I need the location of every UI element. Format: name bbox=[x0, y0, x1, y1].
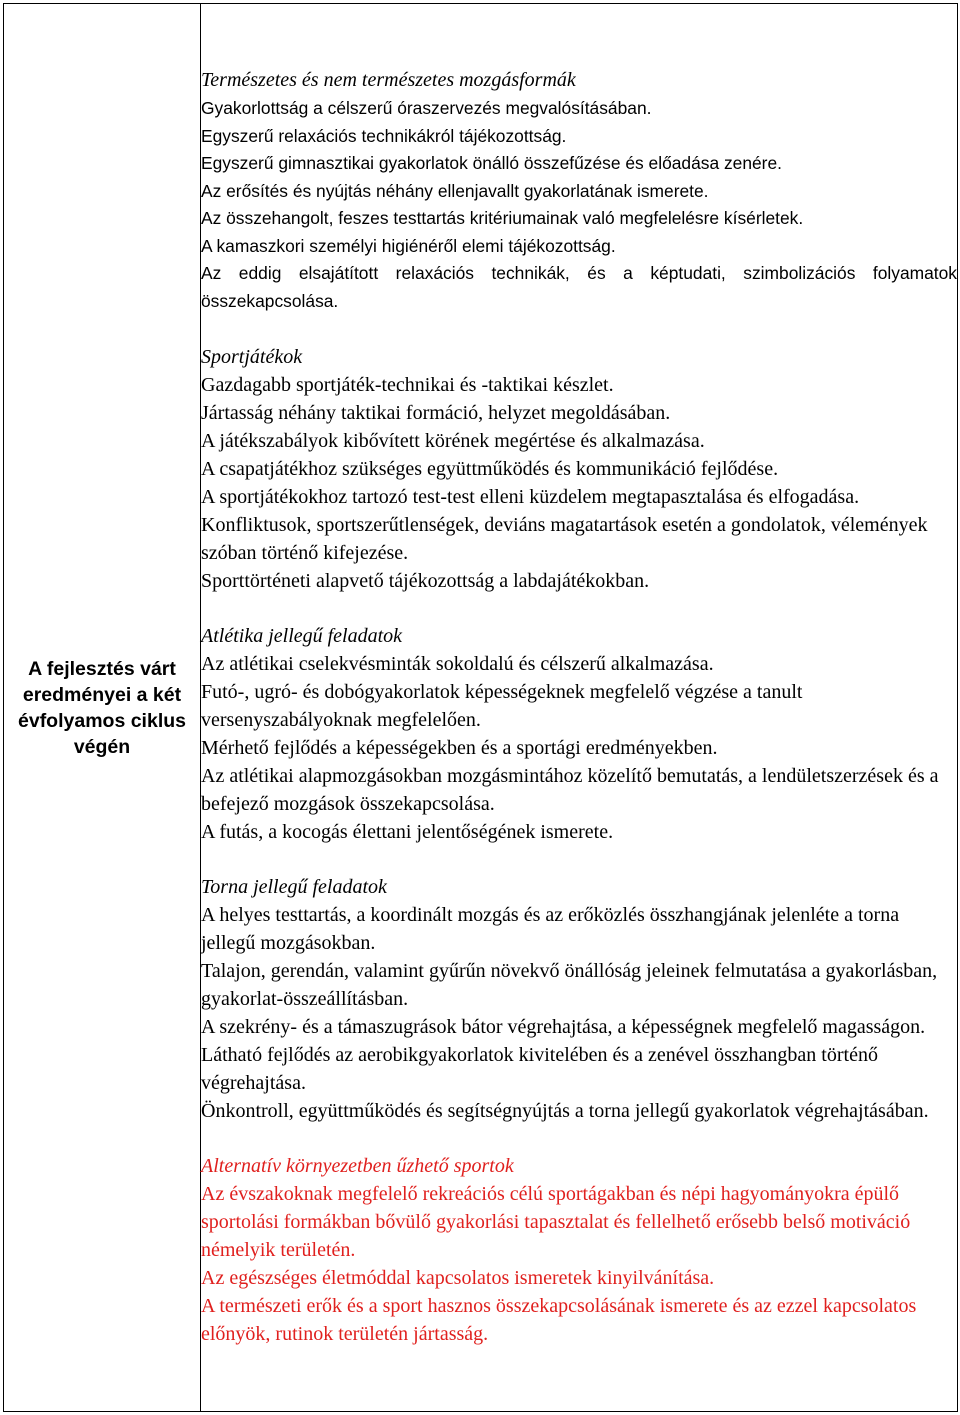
list-item: A természeti erők és a sport hasznos összekapcsolásának ismerete és az ezzel kapcsolatos előnyök, rutinok területén jártasság. bbox=[201, 1294, 917, 1345]
list-item: Egyszerű gimnasztikai gyakorlatok önálló összefűzése és előadása zenére. bbox=[201, 153, 782, 174]
section-title: Atlétika jellegű feladatok bbox=[201, 624, 403, 647]
list-item: Az eddig elsajátított relaxációs technikák, és a képtudati, szimbolizációs folyamatok összekapcsolása. bbox=[201, 263, 957, 312]
list-item: A szekrény- és a támaszugrások bátor végrehajtása, a képességnek megfelelő magasságon. bbox=[201, 1015, 926, 1038]
list-item: Konfliktusok, sportszerűtlenségek, deviáns magatartások esetén a gondolatok, vélemények szóban történő kifejezése. bbox=[201, 513, 928, 564]
list-item: Önkontroll, együttműködés és segítségnyújtás a torna jellegű gyakorlatok végrehajtásában. bbox=[201, 1099, 929, 1122]
row-label: A fejlesztés várt eredményei a két évfolyamos ciklus végén bbox=[18, 657, 186, 758]
list-item: Futó-, ugró- és dobógyakorlatok képességeknek megfelelő végzése a tanult versenyszabályoknak megfelelően. bbox=[201, 680, 803, 731]
outcomes-table bbox=[3, 3, 958, 1412]
list-item: A futás, a kocogás élettani jelentőségének ismerete. bbox=[201, 820, 614, 843]
section-sport-games bbox=[201, 343, 957, 595]
list-item: Az atlétikai cselekvésminták sokoldalú és célszerű alkalmazása. bbox=[201, 652, 714, 675]
list-item: A kamaszkori személyi higiénéről elemi tájékozottság. bbox=[201, 235, 616, 256]
section-title: Alternatív környezetben űzhető sportok bbox=[201, 1154, 514, 1177]
table-row bbox=[4, 4, 958, 1412]
list-item: A helyes testtartás, a koordinált mozgás és az erőközlés összhangjának jelenléte a torna jellegű mozgásokban. bbox=[201, 903, 900, 954]
section-title: Természetes és nem természetes mozgásformák bbox=[201, 69, 576, 92]
section-gymnastics bbox=[201, 873, 957, 1125]
list-item: Sporttörténeti alapvető tájékozottság a labdajátékokban. bbox=[201, 569, 650, 592]
section-athletics bbox=[201, 622, 957, 846]
list-item: Az erősítés és nyújtás néhány ellenjavallt gyakorlatának ismerete. bbox=[201, 180, 709, 201]
section-title: Sportjátékok bbox=[201, 345, 303, 368]
section-natural-movements bbox=[201, 67, 957, 315]
list-item: Gyakorlottság a célszerű óraszervezés megvalósításában. bbox=[201, 97, 652, 118]
list-item: Gazdagabb sportjáték-technikai és -taktikai készlet. bbox=[201, 373, 614, 396]
list-item: A csapatjátékhoz szükséges együttműködés és kommunikáció fejlődése. bbox=[201, 457, 779, 480]
list-item: Látható fejlődés az aerobikgyakorlatok kivitelében és a zenével összhangban történő végrehajtása. bbox=[201, 1043, 878, 1094]
list-item: Mérhető fejlődés a képességekben és a sportági eredményekben. bbox=[201, 736, 718, 759]
list-item: Az évszakoknak megfelelő rekreációs célú sportágakban és népi hagyományokra épülő sportolási formákban bővülő gyakorlási tapasztalat és fellelhető erősebb belső motiváció némelyik területén. bbox=[201, 1182, 911, 1261]
list-item: Az atlétikai alapmozgásokban mozgásmintához közelítő bemutatás, a lendületszerzések és a befejező mozgások összekapcsolása. bbox=[201, 764, 939, 815]
section-alternative-sports bbox=[201, 1152, 957, 1348]
list-item: A játékszabályok kibővített körének megértése és alkalmazása. bbox=[201, 429, 705, 452]
list-item: Egyszerű relaxációs technikákról tájékozottság. bbox=[201, 125, 567, 146]
list-item: Az egészséges életmóddal kapcsolatos ismeretek kinyilvánítása. bbox=[201, 1266, 715, 1289]
list-item: A sportjátékokhoz tartozó test-test elleni küzdelem megtapasztalása és elfogadása. bbox=[201, 485, 860, 508]
list-item: Jártasság néhány taktikai formáció, helyzet megoldásában. bbox=[201, 401, 671, 424]
section-title: Torna jellegű feladatok bbox=[201, 875, 387, 898]
list-item: Az összehangolt, feszes testtartás kritériumainak való megfelelésre kísérletek. bbox=[201, 208, 804, 229]
content-cell bbox=[201, 4, 958, 1412]
list-item: Talajon, gerendán, valamint gyűrűn növekvő önállóság jeleinek felmutatása a gyakorlásban, gyakorlat-összeállításban. bbox=[201, 959, 938, 1010]
row-label-cell bbox=[4, 4, 201, 1412]
